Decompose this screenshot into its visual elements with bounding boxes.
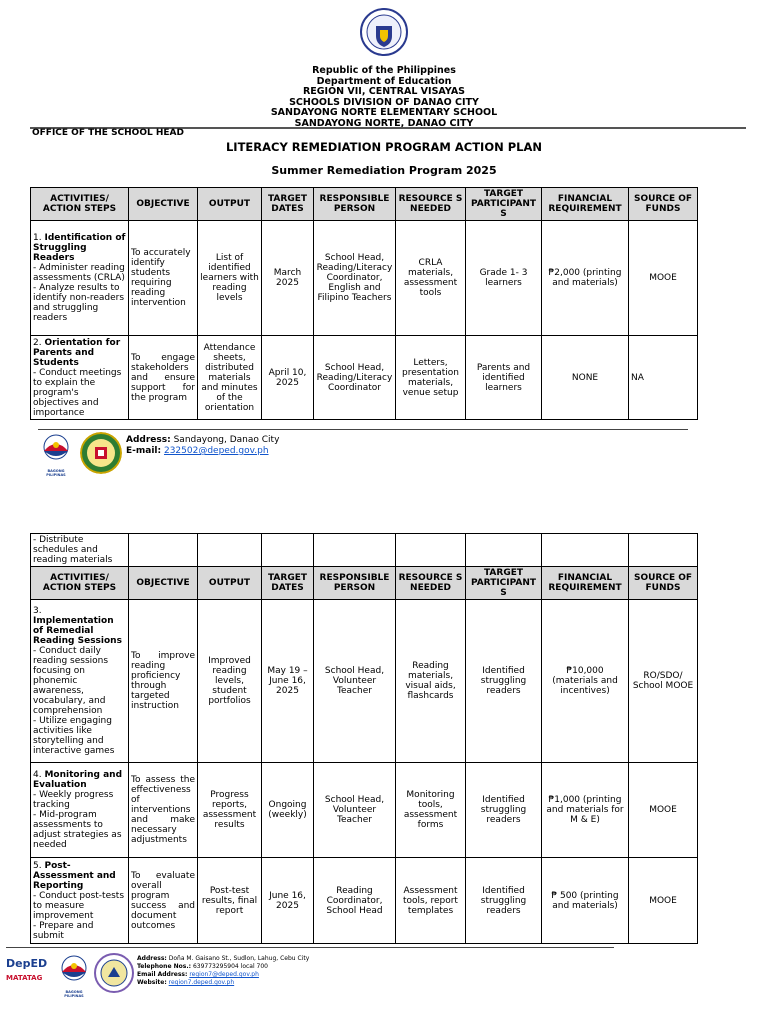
column-header: ACTIVITIES/ ACTION STEPS (31, 188, 129, 221)
participants-cell: Grade 1- 3 learners (466, 221, 542, 336)
header-line-region: REGION VII, CENTRAL VISAYAS (302, 86, 466, 97)
activity-cell (31, 858, 129, 944)
empty-cell (542, 534, 629, 567)
r7-email-link[interactable]: region7@deped.gov.ph (189, 971, 259, 978)
activity-steps: - Conduct meetings to explain the program's objectives and importance (33, 367, 122, 418)
activity-cell (31, 763, 129, 858)
matatag-wordmark: MATATAG (6, 974, 43, 982)
participants-cell: Identified struggling readers (466, 763, 542, 858)
empty-cell (262, 534, 314, 567)
column-header: FINANCIAL REQUIREMENT (542, 188, 629, 221)
activity-cell (31, 221, 129, 336)
objective-cell: To engage stakeholders and ensure support for the program (129, 336, 198, 420)
email-label: E-mail: (126, 446, 162, 456)
column-header: FINANCIAL REQUIREMENT (542, 567, 629, 600)
header-line-department: Department of Education (316, 75, 452, 87)
header-line-division: SCHOOLS DIVISION OF DANAO CITY (289, 96, 479, 108)
action-plan-table-page1 (30, 187, 698, 420)
bagong-pilipinas-logo (38, 433, 74, 477)
r7-tel-value: 639773295904 local 700 (192, 963, 268, 970)
funds-cell: MOOE (629, 221, 698, 336)
target-dates-cell: March 2025 (262, 221, 314, 336)
table-row (31, 600, 698, 763)
target-dates-cell: Ongoing (weekly) (262, 763, 314, 858)
r7-tel-label: Telephone Nos.: (137, 963, 192, 970)
activity-heading: Post-Assessment and Reporting (33, 860, 116, 891)
table-row (31, 221, 698, 336)
column-header: RESOURCE S NEEDED (396, 567, 466, 600)
r7-address-value: Doña M. Gaisano St., Sudlon, Lahug, Cebu City (168, 955, 310, 962)
table-row (31, 336, 698, 420)
column-header: TARGET PARTICIPANT S (466, 567, 542, 600)
bagong-pilipinas-caption: BAGONG PILIPINAS (46, 469, 66, 477)
output-cell: List of identified learners with reading levels (198, 221, 262, 336)
column-header: OUTPUT (198, 188, 262, 221)
empty-cell (129, 534, 198, 567)
target-dates-cell: June 16, 2025 (262, 858, 314, 944)
financial-cell: ₱ 500 (printing and materials) (542, 858, 629, 944)
region7-seal-icon (94, 953, 134, 993)
column-header: OBJECTIVE (129, 188, 198, 221)
empty-cell (314, 534, 396, 567)
action-plan-table-page2 (30, 533, 698, 944)
bagong-pilipinas-icon (56, 954, 92, 986)
objective-cell: To improve reading proficiency through targeted instruction (129, 600, 198, 763)
activity-steps: - Administer reading assessments (CRLA) - Analyze results to identify non-readers and struggling readers (33, 263, 125, 323)
empty-cell (629, 534, 698, 567)
deped-seal-icon (360, 8, 408, 56)
responsible-person-cell: Reading Coordinator, School Head (314, 858, 396, 944)
header-line-republic: Republic of the Philippines (312, 65, 456, 76)
target-dates-cell: April 10, 2025 (262, 336, 314, 420)
r7-address-label: Address: (137, 955, 167, 962)
footer-divider (38, 429, 688, 430)
resources-cell: Assessment tools, report templates (396, 858, 466, 944)
bagong-pilipinas-logo-2 (56, 954, 92, 998)
column-header: OUTPUT (198, 567, 262, 600)
header-line-address: SANDAYONG NORTE, DANAO CITY (294, 117, 474, 129)
funds-cell: NA (629, 336, 698, 420)
table-header-row (31, 188, 698, 221)
activity-steps: - Conduct post-tests to measure improvement - Prepare and submit (33, 890, 125, 941)
activity-steps: - Conduct daily reading sessions focusing on phonemic awareness, vocabulary, and comprehension - Utilize engaging activities like storytelling and interactive games (33, 646, 115, 756)
table-header-row (31, 567, 698, 600)
header-line-school: SANDAYONG NORTE ELEMENTARY SCHOOL (270, 107, 498, 118)
target-dates-cell: May 19 – June 16, 2025 (262, 600, 314, 763)
responsible-person-cell: School Head, Volunteer Teacher (314, 763, 396, 858)
empty-cell (396, 534, 466, 567)
empty-cell (466, 534, 542, 567)
deped-wordmark: DepED (6, 957, 48, 970)
activity-heading: Monitoring and Evaluation (33, 770, 123, 790)
office-label: OFFICE OF THE SCHOOL HEAD (32, 128, 184, 138)
participants-cell: Identified struggling readers (466, 600, 542, 763)
address-value: Sandayong, Danao City (173, 435, 280, 445)
table-row (31, 858, 698, 944)
responsible-person-cell: School Head, Volunteer Teacher (314, 600, 396, 763)
activity-number: 5. (33, 860, 42, 871)
column-header: TARGET DATES (262, 188, 314, 221)
output-cell: Improved reading levels, student portfolios (198, 600, 262, 763)
bagong-pilipinas-icon (38, 433, 74, 465)
financial-cell: ₱10,000 (materials and incentives) (542, 600, 629, 763)
activity-number: 1. (33, 233, 42, 243)
document-title: LITERACY REMEDIATION PROGRAM ACTION PLAN (225, 140, 543, 154)
output-cell: Post-test results, final report (198, 858, 262, 944)
column-header: ACTIVITIES/ ACTION STEPS (31, 567, 129, 600)
participants-cell: Identified struggling readers (466, 858, 542, 944)
activity-cell (31, 336, 129, 420)
financial-cell: ₱1,000 (printing and materials for M & E) (542, 763, 629, 858)
footer-contact (126, 435, 279, 457)
responsible-person-cell: School Head, Reading/Literacy Coordinator, English and Filipino Teachers (314, 221, 396, 336)
participants-cell: Parents and identified learners (466, 336, 542, 420)
continuation-cell: - Distribute schedules and reading materials (31, 534, 129, 567)
objective-cell: To accurately identify students requiring reading intervention (129, 221, 198, 336)
activity-heading: Implementation of Remedial Reading Sessions (33, 616, 122, 646)
resources-cell: Monitoring tools, assessment forms (396, 763, 466, 858)
continuation-row (31, 534, 698, 567)
resources-cell: Letters, presentation materials, venue setup (396, 336, 466, 420)
r7-website-link[interactable]: region7.deped.gov.ph (168, 979, 235, 986)
output-cell: Progress reports, assessment results (198, 763, 262, 858)
column-header: TARGET PARTICIPANT S (466, 188, 542, 221)
funds-cell: MOOE (629, 858, 698, 944)
objective-cell: To assess the effectiveness of interventions and make necessary adjustments (129, 763, 198, 858)
activity-steps: - Weekly progress tracking - Mid-program assessments to adjust strategies as needed (33, 790, 122, 850)
footer2-divider (6, 947, 614, 948)
r7-web-label: Website: (137, 979, 167, 986)
column-header: OBJECTIVE (129, 567, 198, 600)
resources-cell: Reading materials, visual aids, flashcards (396, 600, 466, 763)
column-header: RESPONSIBLE PERSON (314, 567, 396, 600)
table-row (31, 763, 698, 858)
financial-cell: ₱2,000 (printing and materials) (542, 221, 629, 336)
r7-email-label: Email Address: (137, 971, 188, 978)
email-link[interactable]: 232502@deped.gov.ph (163, 446, 269, 456)
activity-number: 2. (33, 337, 42, 348)
document-subtitle: Summer Remediation Program 2025 (271, 164, 497, 177)
funds-cell: RO/SDO/ School MOOE (629, 600, 698, 763)
deped-matatag-logo (6, 958, 50, 994)
activity-heading: Orientation for Parents and Students (33, 337, 121, 368)
column-header: SOURCE OF FUNDS (629, 188, 698, 221)
activity-number: 3. (33, 606, 42, 616)
column-header: RESOURCE S NEEDED (396, 188, 466, 221)
objective-cell: To evaluate overall program success and document outcomes (129, 858, 198, 944)
regional-contact (137, 955, 309, 987)
activity-heading: Identification of Struggling Readers (33, 233, 126, 263)
activity-cell (31, 600, 129, 763)
column-header: SOURCE OF FUNDS (629, 567, 698, 600)
column-header: RESPONSIBLE PERSON (314, 188, 396, 221)
column-header: TARGET DATES (262, 567, 314, 600)
funds-cell: MOOE (629, 763, 698, 858)
financial-cell: NONE (542, 336, 629, 420)
empty-cell (198, 534, 262, 567)
output-cell: Attendance sheets, distributed materials and minutes of the orientation (198, 336, 262, 420)
school-seal-icon (80, 432, 122, 474)
address-label: Address: (126, 435, 171, 445)
activity-number: 4. (33, 770, 42, 780)
resources-cell: CRLA materials, assessment tools (396, 221, 466, 336)
bagong-pilipinas-caption: BAGONG PILIPINAS (64, 990, 84, 998)
responsible-person-cell: School Head, Reading/Literacy Coordinator (314, 336, 396, 420)
